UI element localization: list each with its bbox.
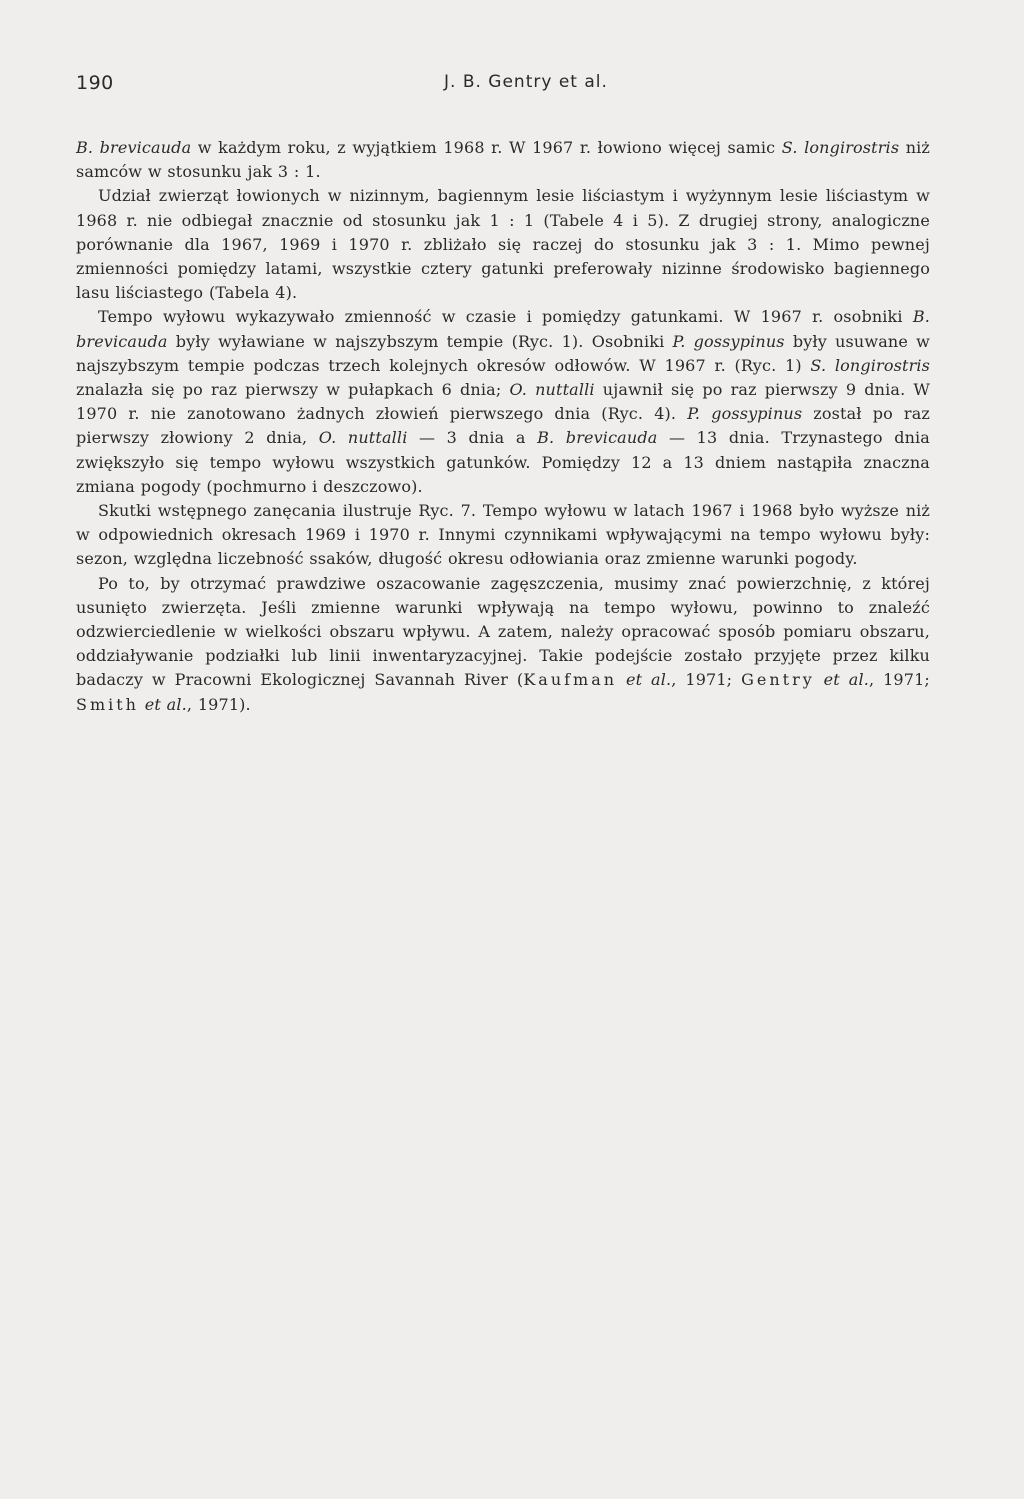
page-number: 190	[76, 72, 114, 94]
text-run: w każdym roku, z wyjątkiem 1968 r. W 1967 r. łowiono więcej samic	[191, 138, 782, 157]
paragraph	[76, 572, 930, 717]
italic-term: B. brevicauda	[76, 138, 192, 157]
italic-term: O. nuttalli	[318, 428, 408, 448]
italic-term: et al.	[144, 694, 187, 714]
text-run: , 1971;	[868, 670, 930, 690]
body-text	[76, 136, 930, 717]
italic-term: et al.	[823, 670, 869, 690]
text-run: Tempo wyłowu wykazywało zmienność w czasie i pomiędzy gatunkami. W 1967 r. osobniki	[98, 307, 913, 327]
text-run: został po raz pierwszy złowiony 2 dnia,	[76, 404, 930, 448]
italic-term: S. longirostris	[810, 355, 930, 375]
text-run: Po to, by otrzymać prawdziwe oszacowanie zagęszczenia, musimy znać powierzchnię, z której usunięto zwierzęta. Jeśli zmienne warunki wpływają na tempo wyłowu, powinno to znaleźć odzwierciedlenie w wielkości obszaru wpływu. A zatem, należy opracować sposób pomiaru obszaru, oddziaływanie podziałki lub linii inwentaryzacyjnej. Takie podejście zostało przyjęte przez kilku badaczy w Pracowni Ekologicznej Savannah River (	[76, 573, 930, 690]
italic-term: O. nuttalli	[509, 380, 595, 400]
italic-term: S. longirostris	[781, 138, 900, 157]
text-run: niż samców w stosunku jak 3 : 1.	[76, 138, 930, 182]
text-run: , 1971;	[671, 670, 742, 690]
paragraph	[76, 184, 930, 305]
text-run: — 3 dnia a	[407, 428, 538, 448]
italic-term: et al.	[625, 670, 672, 690]
running-title: J. B. Gentry et al.	[444, 72, 608, 92]
italic-term: B. brevicauda	[537, 428, 658, 448]
paragraph	[76, 499, 930, 572]
author-name: Smith	[76, 694, 139, 714]
text-run: ujawnił się po raz pierwszy 9 dnia. W 1970 r. nie zanotowano żadnych złowień pierwszego dnia (Ryc. 4).	[76, 380, 930, 424]
running-header	[76, 72, 936, 102]
text-run	[815, 670, 824, 689]
text-run: były wyławiane w najszybszym tempie (Ryc. 1). Osobniki	[167, 331, 673, 351]
text-run: Udział zwierząt łowionych w nizinnym, bagiennym lesie liściastym i wyżynnym lesie liściastym w 1968 r. nie odbiegał znacznie od stosunku jak 1 : 1 (Tabele 4 i 5). Z drugiej strony, analogiczne porównanie dla 1967, 1969 i 1970 r. zbliżało się raczej do stosunku jak 3 : 1. Mimo pewnej zmienności pomiędzy latami, wszystkie cztery gatunki preferowały nizinne środowisko bagiennego lasu liściastego (Tabela 4).	[76, 186, 930, 303]
text-run	[617, 670, 626, 689]
italic-term: P. gossypinus	[672, 331, 785, 351]
italic-term: P. gossypinus	[687, 404, 803, 424]
paragraph	[76, 136, 930, 184]
text-run: były usuwane w najszybszym tempie podczas trzech kolejnych okresów odłowów. W 1967 r. (Ryc. 1)	[76, 331, 930, 375]
author-name: Gentry	[741, 670, 815, 690]
author-name: Kaufman	[523, 670, 618, 690]
text-run: , 1971).	[186, 694, 251, 714]
text-run: Skutki wstępnego zanęcania ilustruje Ryc. 7. Tempo wyłowu w latach 1967 i 1968 było wyższe niż w odpowiednich okresach 1969 i 1970 r. Innymi czynnikami wpływającymi na tempo wyłowu były: sezon, względna liczebność ssaków, długość okresu odłowiania oraz zmienne warunki pogody.	[76, 501, 930, 569]
paragraph	[76, 305, 930, 499]
text-run: znalazła się po raz pierwszy w pułapkach 6 dnia;	[76, 380, 510, 400]
text-run: — 13 dnia. Trzynastego dnia zwiększyło się tempo wyłowu wszystkich gatunków. Pomiędzy 12 a 13 dniem nastąpiła znaczna zmiana pogody (pochmurno i deszczowo).	[76, 428, 930, 496]
italic-term: B. brevicauda	[76, 307, 930, 351]
